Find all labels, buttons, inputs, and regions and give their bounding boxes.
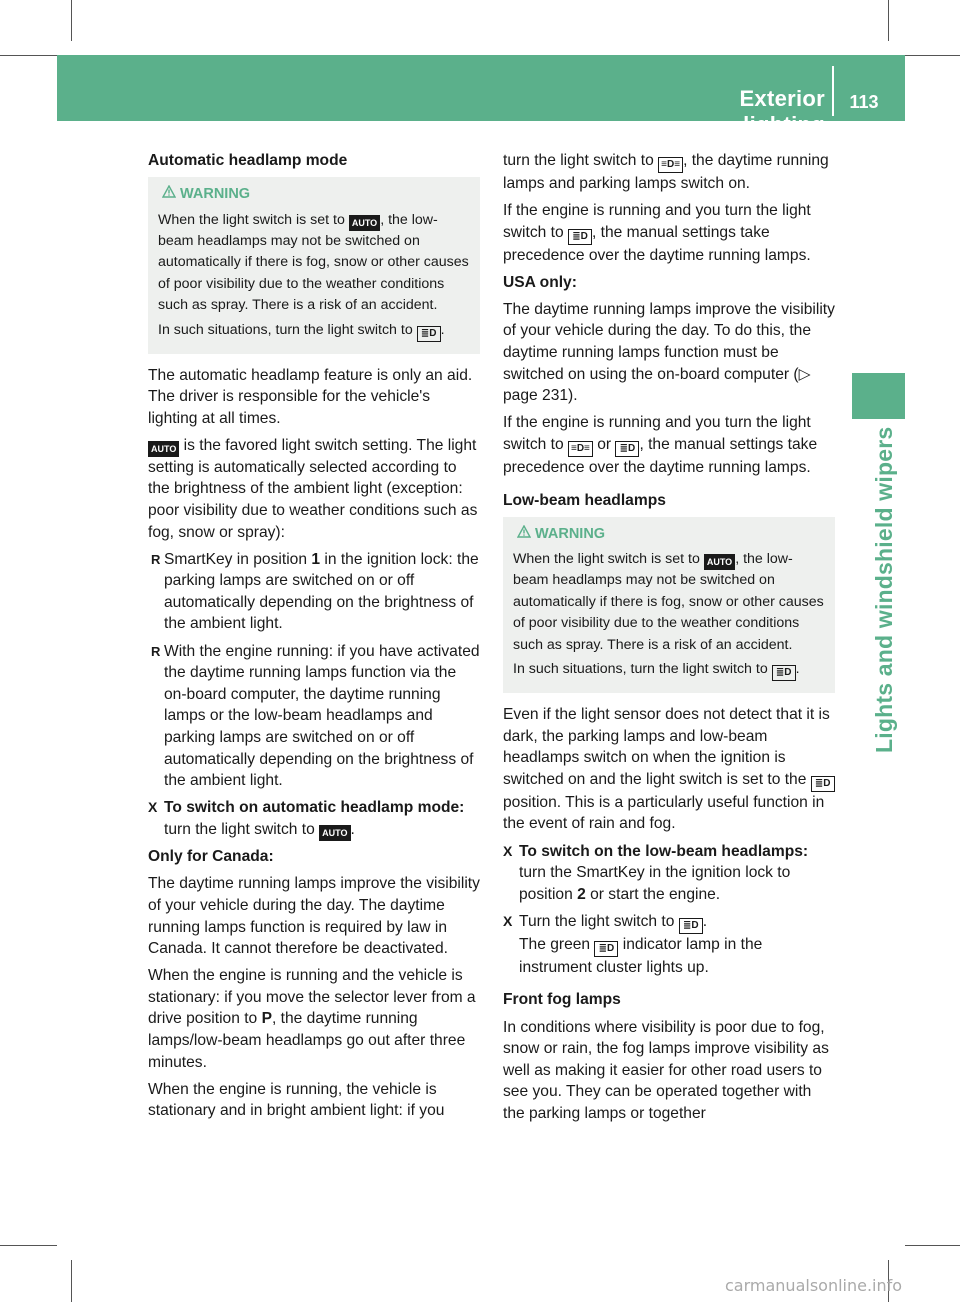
page-title: Exterior lighting <box>739 86 825 137</box>
warning-box <box>503 517 835 693</box>
paragraph: The automatic headlamp feature is only an aid. The driver is responsible for the vehicle's lighting at all times. <box>148 366 473 427</box>
warning-text: When the light switch is set to AUTO , the low-beam headlamps may not be switched on automatically if there is fog, snow or other causes of poor visibility due to the weather conditions such as spray. There is a risk of an accident. <box>158 211 469 314</box>
parking-lamp-icon: ≡D≡ <box>658 157 683 173</box>
paragraph: If the engine is running and you turn the light switch to ≡D≡ or ≣D , the manual settings take precedence over the daytime running lamps. <box>503 414 818 476</box>
list-item: R SmartKey in position 1 in the ignition lock: the parking lamps are switched on or off automatically depending on the brightness of the ambient light. <box>151 550 479 633</box>
low-beam-icon: ≣D <box>615 441 639 457</box>
warning-title: WARNING <box>513 524 827 545</box>
warning-triangle-icon <box>162 184 180 205</box>
paragraph: The daytime running lamps improve the visibility of your vehicle during the day. The daytime running lamps function is required by law in Canada. It cannot therefore be deactivated. <box>148 875 480 958</box>
right-column <box>503 150 835 1130</box>
subheading: Only for Canada: <box>148 848 274 866</box>
page-number: 113 <box>849 92 879 112</box>
paragraph: In conditions where visibility is poor due to fog, snow or rain, the fog lamps improve visibility as well as making it easier for other road users to see you. They can be operated together with the parking lamps or together <box>503 1018 829 1122</box>
crop-mark <box>888 0 889 41</box>
paragraph: If the engine is running and you turn the light switch to ≣D , the manual settings take precedence over the daytime running lamps. <box>503 202 811 264</box>
header-divider <box>832 66 834 116</box>
crop-mark <box>0 1245 57 1246</box>
page-reference-icon: ▷ <box>798 365 811 383</box>
section-heading: Automatic headlamp mode <box>148 152 348 169</box>
subheading: Front fog lamps <box>503 991 621 1009</box>
low-beam-icon: ≣D <box>417 326 441 342</box>
crop-mark <box>71 0 72 41</box>
paragraph: When the engine is running, the vehicle is stationary and in bright ambient light: if you <box>148 1080 445 1120</box>
paragraph: The daytime running lamps improve the visibility of your vehicle during the day. To do this, the daytime running lamps function must be switched on using the on-board computer (▷ page 231). <box>503 300 835 405</box>
crop-mark <box>905 1245 960 1246</box>
crop-mark <box>0 55 57 56</box>
auto-icon: AUTO <box>319 825 350 841</box>
warning-text: In such situations, turn the light switch to ≣D . <box>158 320 472 342</box>
warning-triangle-icon <box>517 524 535 545</box>
list-item: R With the engine running: if you have activated the daytime running lamps function via the on-board computer, the daytime running lamps or the low-beam headlamps and parking lamps are switched on or off automatically depending on the brightness of the ambient light. <box>151 642 480 790</box>
paragraph: Even if the light sensor does not detect that it is dark, the parking lamps and low-beam headlamps switch on when the ignition is switched on and the light switch is set to the ≣D position. This is a particularly useful function in the event of rain and fog. <box>503 704 835 835</box>
left-column <box>148 150 480 1127</box>
warning-text: When the light switch is set to AUTO , the low-beam headlamps may not be switched on automatically if there is fog, snow or other causes of poor visibility due to the weather conditions such as spray. There is a risk of an accident. <box>513 551 824 653</box>
low-beam-icon: ≣D <box>679 918 703 934</box>
parking-lamp-icon: ≡D≡ <box>568 441 593 457</box>
section-tab <box>852 373 905 419</box>
section-heading: Low-beam headlamps <box>503 491 666 509</box>
paragraph: AUTO is the favored light switch setting. The light setting is automatically selected according to the brightness of the ambient light (exception: poor visibility due to weather conditions such as fog, snow or spray): <box>148 436 478 541</box>
auto-icon: AUTO <box>704 554 735 570</box>
low-beam-icon: ≣D <box>772 665 796 681</box>
instruction-step: X To switch on the low-beam headlamps: turn the SmartKey in the ignition lock to position 2 or start the engine. <box>503 842 809 903</box>
watermark: carmanualsonline.info <box>725 1276 903 1295</box>
warning-title: WARNING <box>158 184 472 205</box>
subheading: USA only: <box>503 273 577 291</box>
instruction-step: X Turn the light switch to ≣D . The green ≣D indicator lamp in the instrument cluster lights up. <box>503 912 763 976</box>
page-reference[interactable]: page 231). <box>503 387 578 405</box>
paragraph: turn the light switch to ≡D≡ , the daytime running lamps and parking lamps switch on. <box>503 152 829 192</box>
warning-text: In such situations, turn the light switch to ≣D . <box>513 659 827 681</box>
warning-box <box>148 177 480 353</box>
crop-mark <box>71 1260 72 1302</box>
instruction-step: X To switch on automatic headlamp mode: turn the light switch to AUTO . <box>148 797 480 841</box>
auto-icon: AUTO <box>148 441 179 457</box>
crop-mark <box>905 55 960 56</box>
low-beam-icon: ≣D <box>568 229 592 245</box>
auto-icon: AUTO <box>349 215 380 231</box>
section-label: Lights and windshield wipers <box>871 426 897 753</box>
low-beam-indicator-icon: ≣D <box>594 941 618 957</box>
low-beam-icon: ≣D <box>811 776 835 792</box>
paragraph: When the engine is running and the vehicle is stationary: if you move the selector lever from a drive position to P, the daytime running lamps/low-beam headlamps go out after three minutes. <box>148 967 476 1071</box>
